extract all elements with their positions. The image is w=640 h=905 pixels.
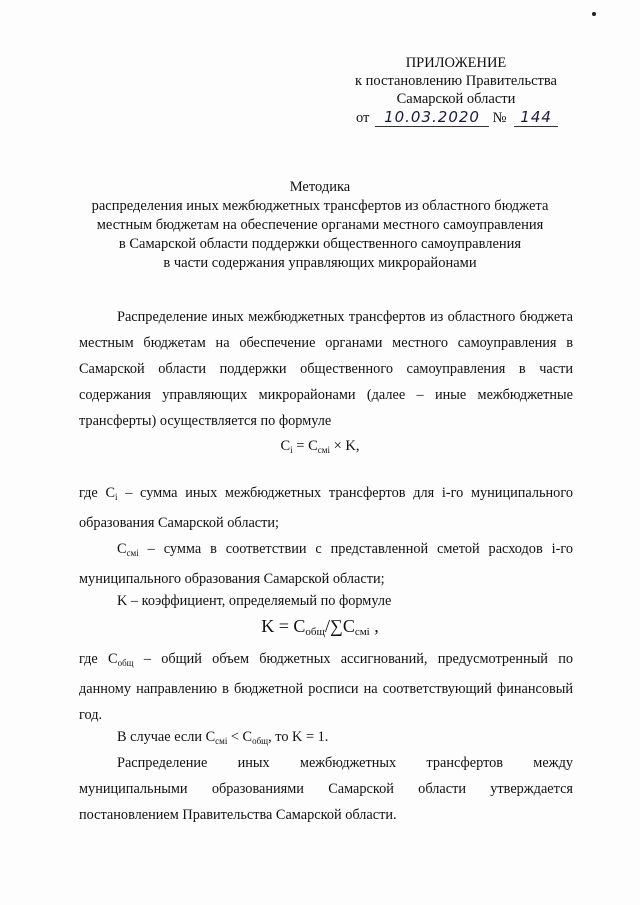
paragraph-2-text: – сумма иных межбюджетных трансфертов для i-го муниципального образования Самарской области; [79, 485, 573, 531]
paragraph-4-text: K – коэффициент, определяемый по формуле [117, 593, 392, 609]
formula-2-lhs: K = C [261, 616, 306, 636]
paragraph-5-text: – общий объем бюджетных ассигнований, предусмотренный по данному направлению в бюджетной росписи на соответствующий финансовый год. [79, 651, 573, 723]
paragraph-7 [79, 750, 573, 828]
title-line-1: распределения иных межбюджетных трансфертов из областного бюджета [91, 198, 549, 214]
handwritten-date: 10.03.2020 [375, 108, 489, 127]
paragraph-5-lead: где C [79, 651, 118, 667]
paragraph-4 [79, 588, 573, 614]
appendix-line-2: к постановлению Правительства [355, 73, 557, 89]
formula-2-mid: /∑C [324, 616, 355, 636]
paragraph-6-sub-1: смi [215, 736, 228, 746]
number-label: № [492, 110, 507, 126]
scan-speck [592, 12, 596, 16]
appendix-line-3: Самарской области [396, 91, 516, 107]
title-line-3: в Самарской области поддержки общественного самоуправления [118, 236, 522, 252]
formula-1-lhs: C [280, 438, 291, 454]
handwritten-number: 144 [514, 108, 558, 127]
appendix-header [340, 54, 572, 127]
formula-1-eq: = C [292, 438, 318, 454]
title-word: Методика [289, 179, 351, 195]
paragraph-3 [79, 536, 573, 592]
paragraph-5-sub: общ [117, 658, 134, 668]
paragraph-1 [79, 304, 573, 434]
paragraph-2 [79, 480, 573, 536]
paragraph-3-lead: C [117, 541, 127, 557]
paragraph-7-text: Распределение иных межбюджетных трансфертов между муниципальными образованиями Самарской области утверждается постановлением Правительства Самарской области. [79, 755, 573, 823]
appendix-label: ПРИЛОЖЕНИЕ [405, 55, 507, 71]
document-title [60, 178, 580, 273]
paragraph-6-a: В случае если C [117, 729, 216, 745]
paragraph-1-text: Распределение иных межбюджетных трансфертов из областного бюджета местным бюджетам на обеспечение органами местного самоуправления в Самарской области поддержки общественного самоуправления в части содержания управляющих микрорайонами (далее – иные межбюджетные трансферты) осуществляется по формуле [79, 309, 573, 429]
title-line-2: местным бюджетам на обеспечение органами местного самоуправления [96, 217, 544, 233]
paragraph-6-c: , то K = 1. [268, 729, 329, 745]
formula-2-sub-2: смi [354, 626, 370, 638]
paragraph-6-b: < C [227, 729, 253, 745]
paragraph-6-sub-2: общ [252, 736, 269, 746]
from-label: от [356, 110, 370, 126]
paragraph-5 [79, 646, 573, 728]
paragraph-2-sub: i [115, 492, 118, 502]
formula-1-tail: × K, [329, 438, 360, 454]
formula-1-sub: смi [317, 445, 330, 455]
paragraph-3-text: – сумма в соответствии с представленной сметой расходов i-го муниципального образования Самарской области; [79, 541, 573, 587]
formula-1-lhs-sub: i [290, 445, 293, 455]
formula-2-sub-1: общ [305, 626, 325, 638]
title-line-4: в части содержания управляющих микрорайонами [163, 255, 477, 271]
appendix-date-line [340, 108, 572, 127]
formula-1 [0, 438, 640, 455]
paragraph-3-sub: смi [126, 548, 139, 558]
formula-2 [0, 616, 640, 638]
paragraph-2-lead: где C [79, 485, 115, 501]
formula-2-tail: , [369, 616, 379, 636]
